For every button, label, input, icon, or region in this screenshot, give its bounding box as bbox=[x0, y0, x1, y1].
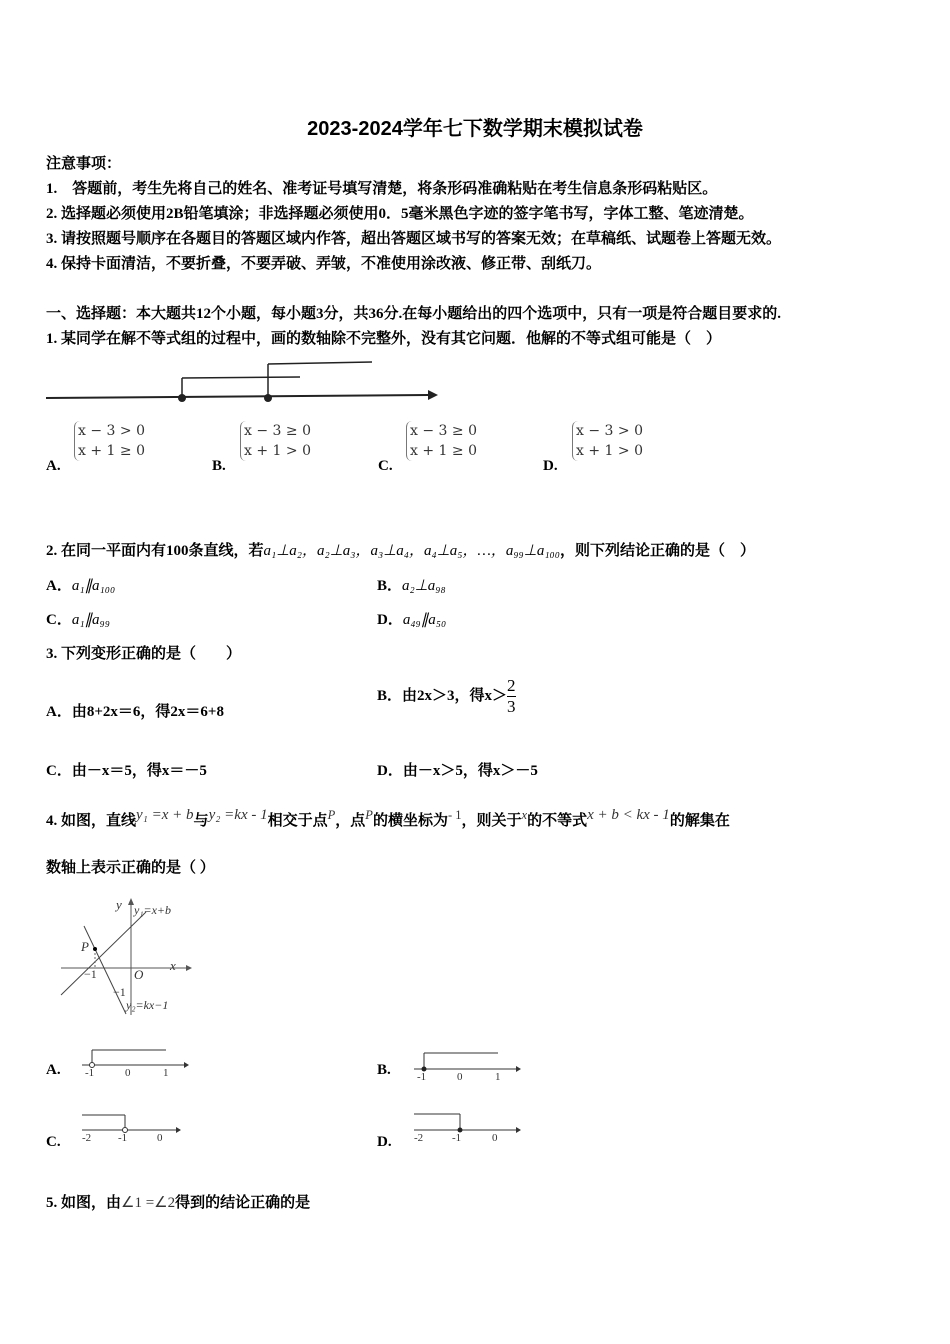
inequality: x + 1 ≥ 0 bbox=[410, 443, 477, 459]
inequality: x + 1 ≥ 0 bbox=[78, 443, 145, 459]
q4-text: 与 bbox=[193, 813, 209, 829]
numerator: 2 bbox=[507, 676, 516, 695]
tick-label: -1 bbox=[85, 1067, 95, 1079]
number-line bbox=[80, 1045, 190, 1085]
option-label: B． bbox=[377, 687, 403, 704]
note-item: 3. 请按照题号顺序在各题目的答题区域内作答，超出答题区域书写的答案无效；在草稿纸、试题卷上答题无效。 bbox=[46, 231, 782, 247]
inequality: x − 3 > 0 bbox=[576, 423, 643, 439]
tick-label: 0 bbox=[125, 1067, 131, 1079]
option-label: C． bbox=[46, 612, 72, 628]
note-item: 1. 答题前，考生先将自己的姓名、准考证号填写清楚，将条形码准确粘贴在考生信息条形码粘贴区。 bbox=[46, 181, 718, 197]
tick-label: 0 bbox=[492, 1132, 498, 1144]
q2-option-c[interactable] bbox=[46, 608, 110, 629]
option-text: 由8+2x＝6，得2x＝6+8 bbox=[71, 704, 224, 720]
variable-x: x bbox=[521, 808, 528, 822]
q5-stem bbox=[46, 1191, 310, 1212]
q2-option-d[interactable] bbox=[377, 608, 446, 629]
tick-label: 1 bbox=[495, 1071, 501, 1083]
q1-option-b-label[interactable]: B. bbox=[212, 458, 226, 474]
q4-text: 的不等式 bbox=[527, 813, 588, 829]
q4-option-b-number-line bbox=[412, 1048, 522, 1088]
tick-label: -2 bbox=[414, 1132, 424, 1144]
x-axis-label: x bbox=[170, 958, 176, 973]
tick-label: -2 bbox=[82, 1132, 92, 1144]
q3-option-d[interactable] bbox=[377, 759, 538, 780]
q4-text: 的横坐标为 bbox=[372, 813, 448, 829]
value: - 1 bbox=[447, 808, 462, 822]
q2-text: ，则下列结论正确的是（ ） bbox=[559, 543, 755, 559]
point-p-label: P bbox=[81, 939, 89, 954]
line-label-y1: y₁=x+b bbox=[134, 903, 172, 917]
q2-option-b[interactable] bbox=[377, 574, 446, 595]
page-title: 2023-2024学年七下数学期末模拟试卷 bbox=[307, 118, 643, 140]
q4-text: 的解集在 bbox=[669, 813, 730, 829]
q1-option-c-system bbox=[406, 421, 477, 461]
option-text: a₂⊥a₉₈ bbox=[402, 578, 446, 594]
q1-stem: 1. 某同学在解不等式组的过程中，画的数轴除不完整外，没有其它问题．他解的不等式组可能是（ ） bbox=[46, 331, 722, 347]
tick-label: −1 bbox=[113, 985, 126, 999]
q3-option-c[interactable] bbox=[46, 759, 207, 780]
inequality: x + 1 > 0 bbox=[244, 443, 311, 459]
q4-stem bbox=[46, 796, 730, 840]
denominator: 3 bbox=[507, 697, 516, 716]
q4-option-b-label[interactable]: B. bbox=[377, 1062, 391, 1078]
option-text: a₁∥a₉₉ bbox=[71, 612, 110, 628]
number-line bbox=[412, 1048, 522, 1088]
q2-relations: a₁⊥a₂，a₂⊥a₃，a₃⊥a₄，a₄⊥a₅，…，a₉₉⊥a₁₀₀ bbox=[263, 543, 560, 559]
inequality: x + b < kx - 1 bbox=[587, 807, 670, 823]
option-label: D． bbox=[377, 763, 403, 779]
q2-text: 2. 在同一平面内有100条直线，若 bbox=[46, 543, 264, 559]
q1-option-d-label[interactable]: D. bbox=[543, 458, 558, 474]
tick-label: 1 bbox=[163, 1067, 169, 1079]
equation-y2: y₂ =kx - 1 bbox=[208, 807, 268, 823]
q4-text: ，点 bbox=[335, 813, 366, 829]
number-line bbox=[80, 1110, 190, 1150]
option-text: a₄₉∥a₅₀ bbox=[402, 612, 447, 628]
q4-text: ，则关于 bbox=[461, 813, 522, 829]
equation-y1: y₁ =x + b bbox=[136, 807, 194, 823]
q3-option-a[interactable] bbox=[46, 700, 224, 721]
option-text: a₁∥a₁₀₀ bbox=[71, 578, 116, 594]
fraction bbox=[507, 676, 516, 717]
notes-heading: 注意事项： bbox=[46, 156, 122, 172]
q1-option-d-system bbox=[572, 421, 643, 461]
q1-option-b-system bbox=[240, 421, 311, 461]
option-text: 由2x＞3，得x＞ bbox=[402, 687, 508, 704]
tick-label: -1 bbox=[118, 1132, 128, 1144]
option-label: A． bbox=[46, 578, 72, 594]
tick-label: -1 bbox=[417, 1071, 427, 1083]
angle-equation: ∠1 =∠2 bbox=[121, 1195, 176, 1211]
tick-label: 0 bbox=[457, 1071, 463, 1083]
point-p: P bbox=[327, 808, 336, 822]
origin-label: O bbox=[134, 967, 144, 982]
tick-label: −1 bbox=[84, 967, 97, 981]
y-axis-label: y bbox=[116, 897, 122, 912]
q3-option-b[interactable] bbox=[377, 676, 516, 717]
option-text: 由－x＞5，得x＞－5 bbox=[402, 763, 538, 779]
q1-option-a-system bbox=[74, 421, 145, 461]
q5-text: 得到的结论正确的是 bbox=[175, 1195, 311, 1211]
note-item: 4. 保持卡面清洁，不要折叠，不要弄破、弄皱，不准使用涂改液、修正带、刮纸刀。 bbox=[46, 256, 602, 272]
tick-label: 0 bbox=[157, 1132, 163, 1144]
note-item: 2. 选择题必须使用2B铅笔填涂；非选择题必须使用0．5毫米黑色字迹的签字笔书写，字体工整、笔迹清楚。 bbox=[46, 206, 754, 222]
line-label-y2: y₂=kx−1 bbox=[126, 998, 169, 1012]
q4-option-a-number-line bbox=[80, 1045, 190, 1085]
inequality: x − 3 ≥ 0 bbox=[410, 423, 477, 439]
number-line bbox=[412, 1110, 522, 1150]
q4-option-c-label[interactable]: C. bbox=[46, 1134, 61, 1150]
q4-stem-line2: 数轴上表示正确的是（ ） bbox=[46, 860, 215, 876]
q4-option-c-number-line bbox=[80, 1110, 190, 1150]
inequality: x − 3 > 0 bbox=[78, 423, 145, 439]
q4-text: 相交于点 bbox=[267, 813, 328, 829]
option-label: C． bbox=[46, 763, 72, 779]
q4-graph-figure bbox=[56, 895, 196, 1020]
option-label: B． bbox=[377, 578, 403, 594]
q1-number-line-figure bbox=[46, 355, 446, 405]
q1-option-c-label[interactable]: C. bbox=[378, 458, 393, 474]
tick-label: -1 bbox=[452, 1132, 462, 1144]
inequality: x + 1 > 0 bbox=[576, 443, 643, 459]
q4-option-a-label[interactable]: A. bbox=[46, 1062, 61, 1078]
q2-stem bbox=[46, 539, 755, 560]
q3-stem: 3. 下列变形正确的是（ ） bbox=[46, 646, 242, 662]
q4-text: 4. 如图，直线 bbox=[46, 813, 137, 829]
q4-option-d-label[interactable]: D. bbox=[377, 1134, 392, 1150]
option-label: A． bbox=[46, 704, 72, 720]
q5-text: 5. 如图，由 bbox=[46, 1195, 122, 1211]
section-heading: 一、选择题：本大题共12个小题，每小题3分，共36分.在每小题给出的四个选项中，只有一项是符合题目要求的. bbox=[46, 306, 782, 322]
inequality: x − 3 ≥ 0 bbox=[244, 423, 311, 439]
option-label: D． bbox=[377, 612, 403, 628]
point-p: P bbox=[365, 808, 373, 822]
q2-option-a[interactable] bbox=[46, 574, 115, 595]
option-text: 由－x＝5，得x＝－5 bbox=[71, 763, 207, 779]
q1-option-a-label[interactable]: A. bbox=[46, 458, 61, 474]
q4-option-d-number-line bbox=[412, 1110, 522, 1150]
